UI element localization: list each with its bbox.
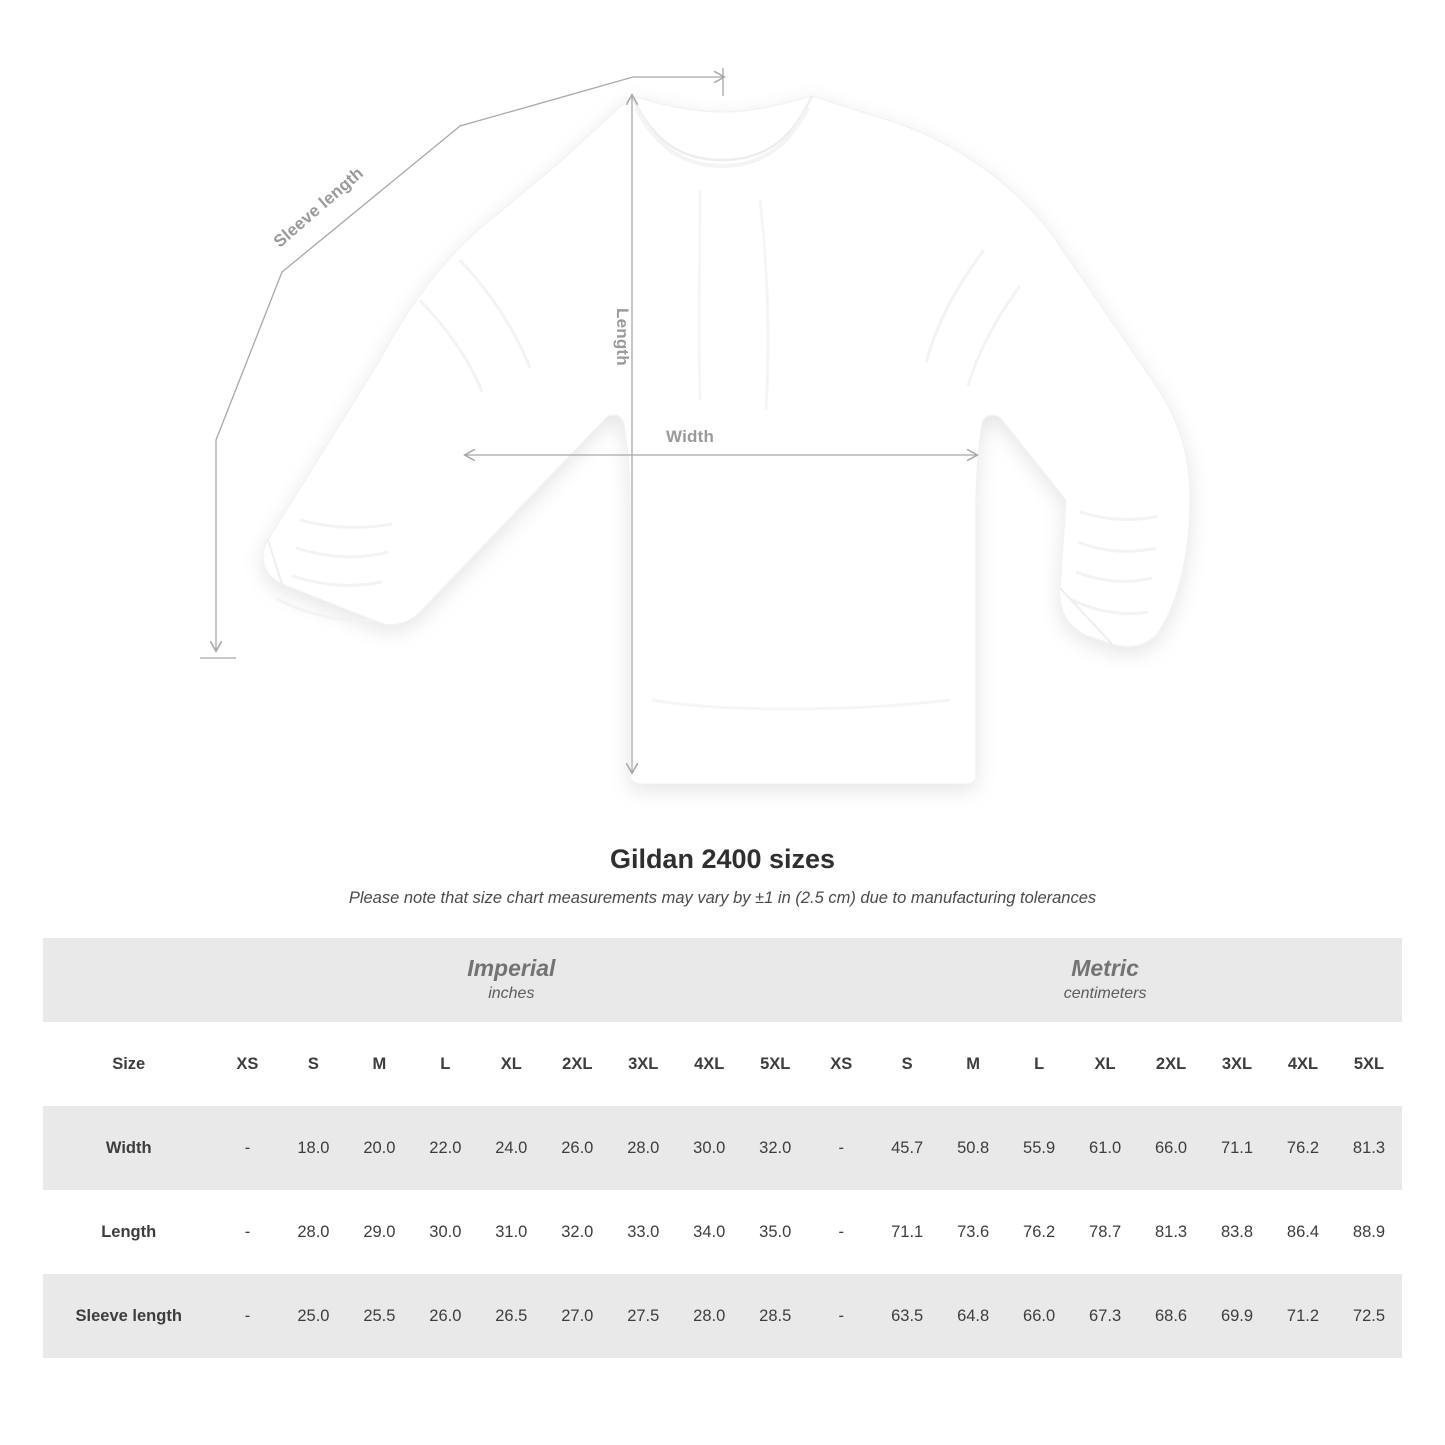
cell-width-imperial-3xl: 28.0 — [610, 1106, 676, 1190]
cell-length-imperial-m: 29.0 — [346, 1190, 412, 1274]
cell-length-imperial-2xl: 32.0 — [544, 1190, 610, 1274]
cell-width-imperial-s: 18.0 — [280, 1106, 346, 1190]
cell-length-metric-xl: 78.7 — [1072, 1190, 1138, 1274]
size-header-metric-s: S — [874, 1022, 940, 1106]
cell-width-metric-5xl: 81.3 — [1336, 1106, 1402, 1190]
cell-sleeve-metric-m: 64.8 — [940, 1274, 1006, 1358]
cell-length-imperial-s: 28.0 — [280, 1190, 346, 1274]
size-header-metric-5xl: 5XL — [1336, 1022, 1402, 1106]
unit-header-row — [43, 938, 1402, 1022]
cell-sleeve-metric-3xl: 69.9 — [1204, 1274, 1270, 1358]
cell-length-metric-2xl: 81.3 — [1138, 1190, 1204, 1274]
cell-width-metric-2xl: 66.0 — [1138, 1106, 1204, 1190]
cell-sleeve-imperial-4xl: 28.0 — [676, 1274, 742, 1358]
length-label: Length — [613, 308, 632, 366]
row-label-sleeve-length: Sleeve length — [43, 1274, 214, 1358]
table-row — [43, 1106, 1402, 1190]
cell-length-metric-xs: - — [808, 1190, 874, 1274]
size-header-imperial-5xl: 5XL — [742, 1022, 808, 1106]
cell-width-imperial-l: 22.0 — [412, 1106, 478, 1190]
size-header-imperial-m: M — [346, 1022, 412, 1106]
cell-width-metric-l: 55.9 — [1006, 1106, 1072, 1190]
cell-width-metric-m: 50.8 — [940, 1106, 1006, 1190]
size-header-imperial-2xl: 2XL — [544, 1022, 610, 1106]
cell-sleeve-imperial-2xl: 27.0 — [544, 1274, 610, 1358]
cell-width-imperial-xs: - — [214, 1106, 280, 1190]
row-label-length: Length — [43, 1190, 214, 1274]
cell-sleeve-metric-5xl: 72.5 — [1336, 1274, 1402, 1358]
cell-width-metric-xs: - — [808, 1106, 874, 1190]
cell-sleeve-imperial-l: 26.0 — [412, 1274, 478, 1358]
cell-width-imperial-4xl: 30.0 — [676, 1106, 742, 1190]
cell-width-metric-4xl: 76.2 — [1270, 1106, 1336, 1190]
imperial-unit-header — [214, 938, 808, 1022]
cell-sleeve-metric-2xl: 68.6 — [1138, 1274, 1204, 1358]
size-header-metric-4xl: 4XL — [1270, 1022, 1336, 1106]
size-header-imperial-s: S — [280, 1022, 346, 1106]
cell-sleeve-imperial-3xl: 27.5 — [610, 1274, 676, 1358]
cell-sleeve-imperial-xs: - — [214, 1274, 280, 1358]
size-header-imperial-l: L — [412, 1022, 478, 1106]
imperial-unit-sub: inches — [488, 985, 535, 1003]
tolerance-note: Please note that size chart measurements may vary by ±1 in (2.5 cm) due to manufacturing tolerances — [348, 889, 1097, 907]
size-chart-table — [43, 938, 1402, 1358]
table-row — [43, 1274, 1402, 1358]
cell-sleeve-imperial-s: 25.0 — [280, 1274, 346, 1358]
cell-length-metric-s: 71.1 — [874, 1190, 940, 1274]
cell-sleeve-imperial-m: 25.5 — [346, 1274, 412, 1358]
width-label: Width — [666, 427, 715, 446]
size-header-imperial-3xl: 3XL — [610, 1022, 676, 1106]
row-label-width: Width — [43, 1106, 214, 1190]
cell-length-imperial-5xl: 35.0 — [742, 1190, 808, 1274]
metric-unit-name: Metric — [1071, 955, 1139, 982]
size-header-imperial-xs: XS — [214, 1022, 280, 1106]
cell-sleeve-imperial-5xl: 28.5 — [742, 1274, 808, 1358]
cell-sleeve-metric-xs: - — [808, 1274, 874, 1358]
sleeve-length-label: Sleeve length — [269, 163, 368, 252]
cell-sleeve-metric-xl: 67.3 — [1072, 1274, 1138, 1358]
shirt-body-shape — [263, 96, 1190, 784]
metric-unit-sub: centimeters — [1063, 985, 1147, 1003]
cell-sleeve-metric-l: 66.0 — [1006, 1274, 1072, 1358]
page-title: Gildan 2400 sizes — [609, 844, 836, 874]
cell-width-imperial-m: 20.0 — [346, 1106, 412, 1190]
cell-length-metric-3xl: 83.8 — [1204, 1190, 1270, 1274]
unit-header-spacer — [43, 938, 214, 1022]
cell-width-metric-xl: 61.0 — [1072, 1106, 1138, 1190]
cell-length-metric-m: 73.6 — [940, 1190, 1006, 1274]
size-header-metric-m: M — [940, 1022, 1006, 1106]
cell-width-metric-s: 45.7 — [874, 1106, 940, 1190]
chart-header — [0, 844, 1445, 908]
cell-width-metric-3xl: 71.1 — [1204, 1106, 1270, 1190]
table-row — [43, 1190, 1402, 1274]
cell-length-imperial-4xl: 34.0 — [676, 1190, 742, 1274]
size-header-imperial-xl: XL — [478, 1022, 544, 1106]
cell-length-imperial-xs: - — [214, 1190, 280, 1274]
cell-length-imperial-xl: 31.0 — [478, 1190, 544, 1274]
size-header-imperial-4xl: 4XL — [676, 1022, 742, 1106]
cell-width-imperial-xl: 24.0 — [478, 1106, 544, 1190]
imperial-unit-name: Imperial — [467, 955, 556, 982]
cell-width-imperial-2xl: 26.0 — [544, 1106, 610, 1190]
cell-length-metric-l: 76.2 — [1006, 1190, 1072, 1274]
metric-unit-header — [808, 938, 1402, 1022]
cell-length-imperial-3xl: 33.0 — [610, 1190, 676, 1274]
size-header-metric-xs: XS — [808, 1022, 874, 1106]
cell-length-imperial-l: 30.0 — [412, 1190, 478, 1274]
size-header-metric-l: L — [1006, 1022, 1072, 1106]
size-header-label: Size — [43, 1022, 214, 1106]
cell-length-metric-5xl: 88.9 — [1336, 1190, 1402, 1274]
size-header-metric-xl: XL — [1072, 1022, 1138, 1106]
cell-sleeve-imperial-xl: 26.5 — [478, 1274, 544, 1358]
size-header-row — [43, 1022, 1402, 1106]
cell-sleeve-metric-s: 63.5 — [874, 1274, 940, 1358]
size-header-metric-3xl: 3XL — [1204, 1022, 1270, 1106]
size-header-metric-2xl: 2XL — [1138, 1022, 1204, 1106]
cell-sleeve-metric-4xl: 71.2 — [1270, 1274, 1336, 1358]
cell-width-imperial-5xl: 32.0 — [742, 1106, 808, 1190]
size-chart-table-wrapper — [43, 938, 1402, 1358]
cell-length-metric-4xl: 86.4 — [1270, 1190, 1336, 1274]
